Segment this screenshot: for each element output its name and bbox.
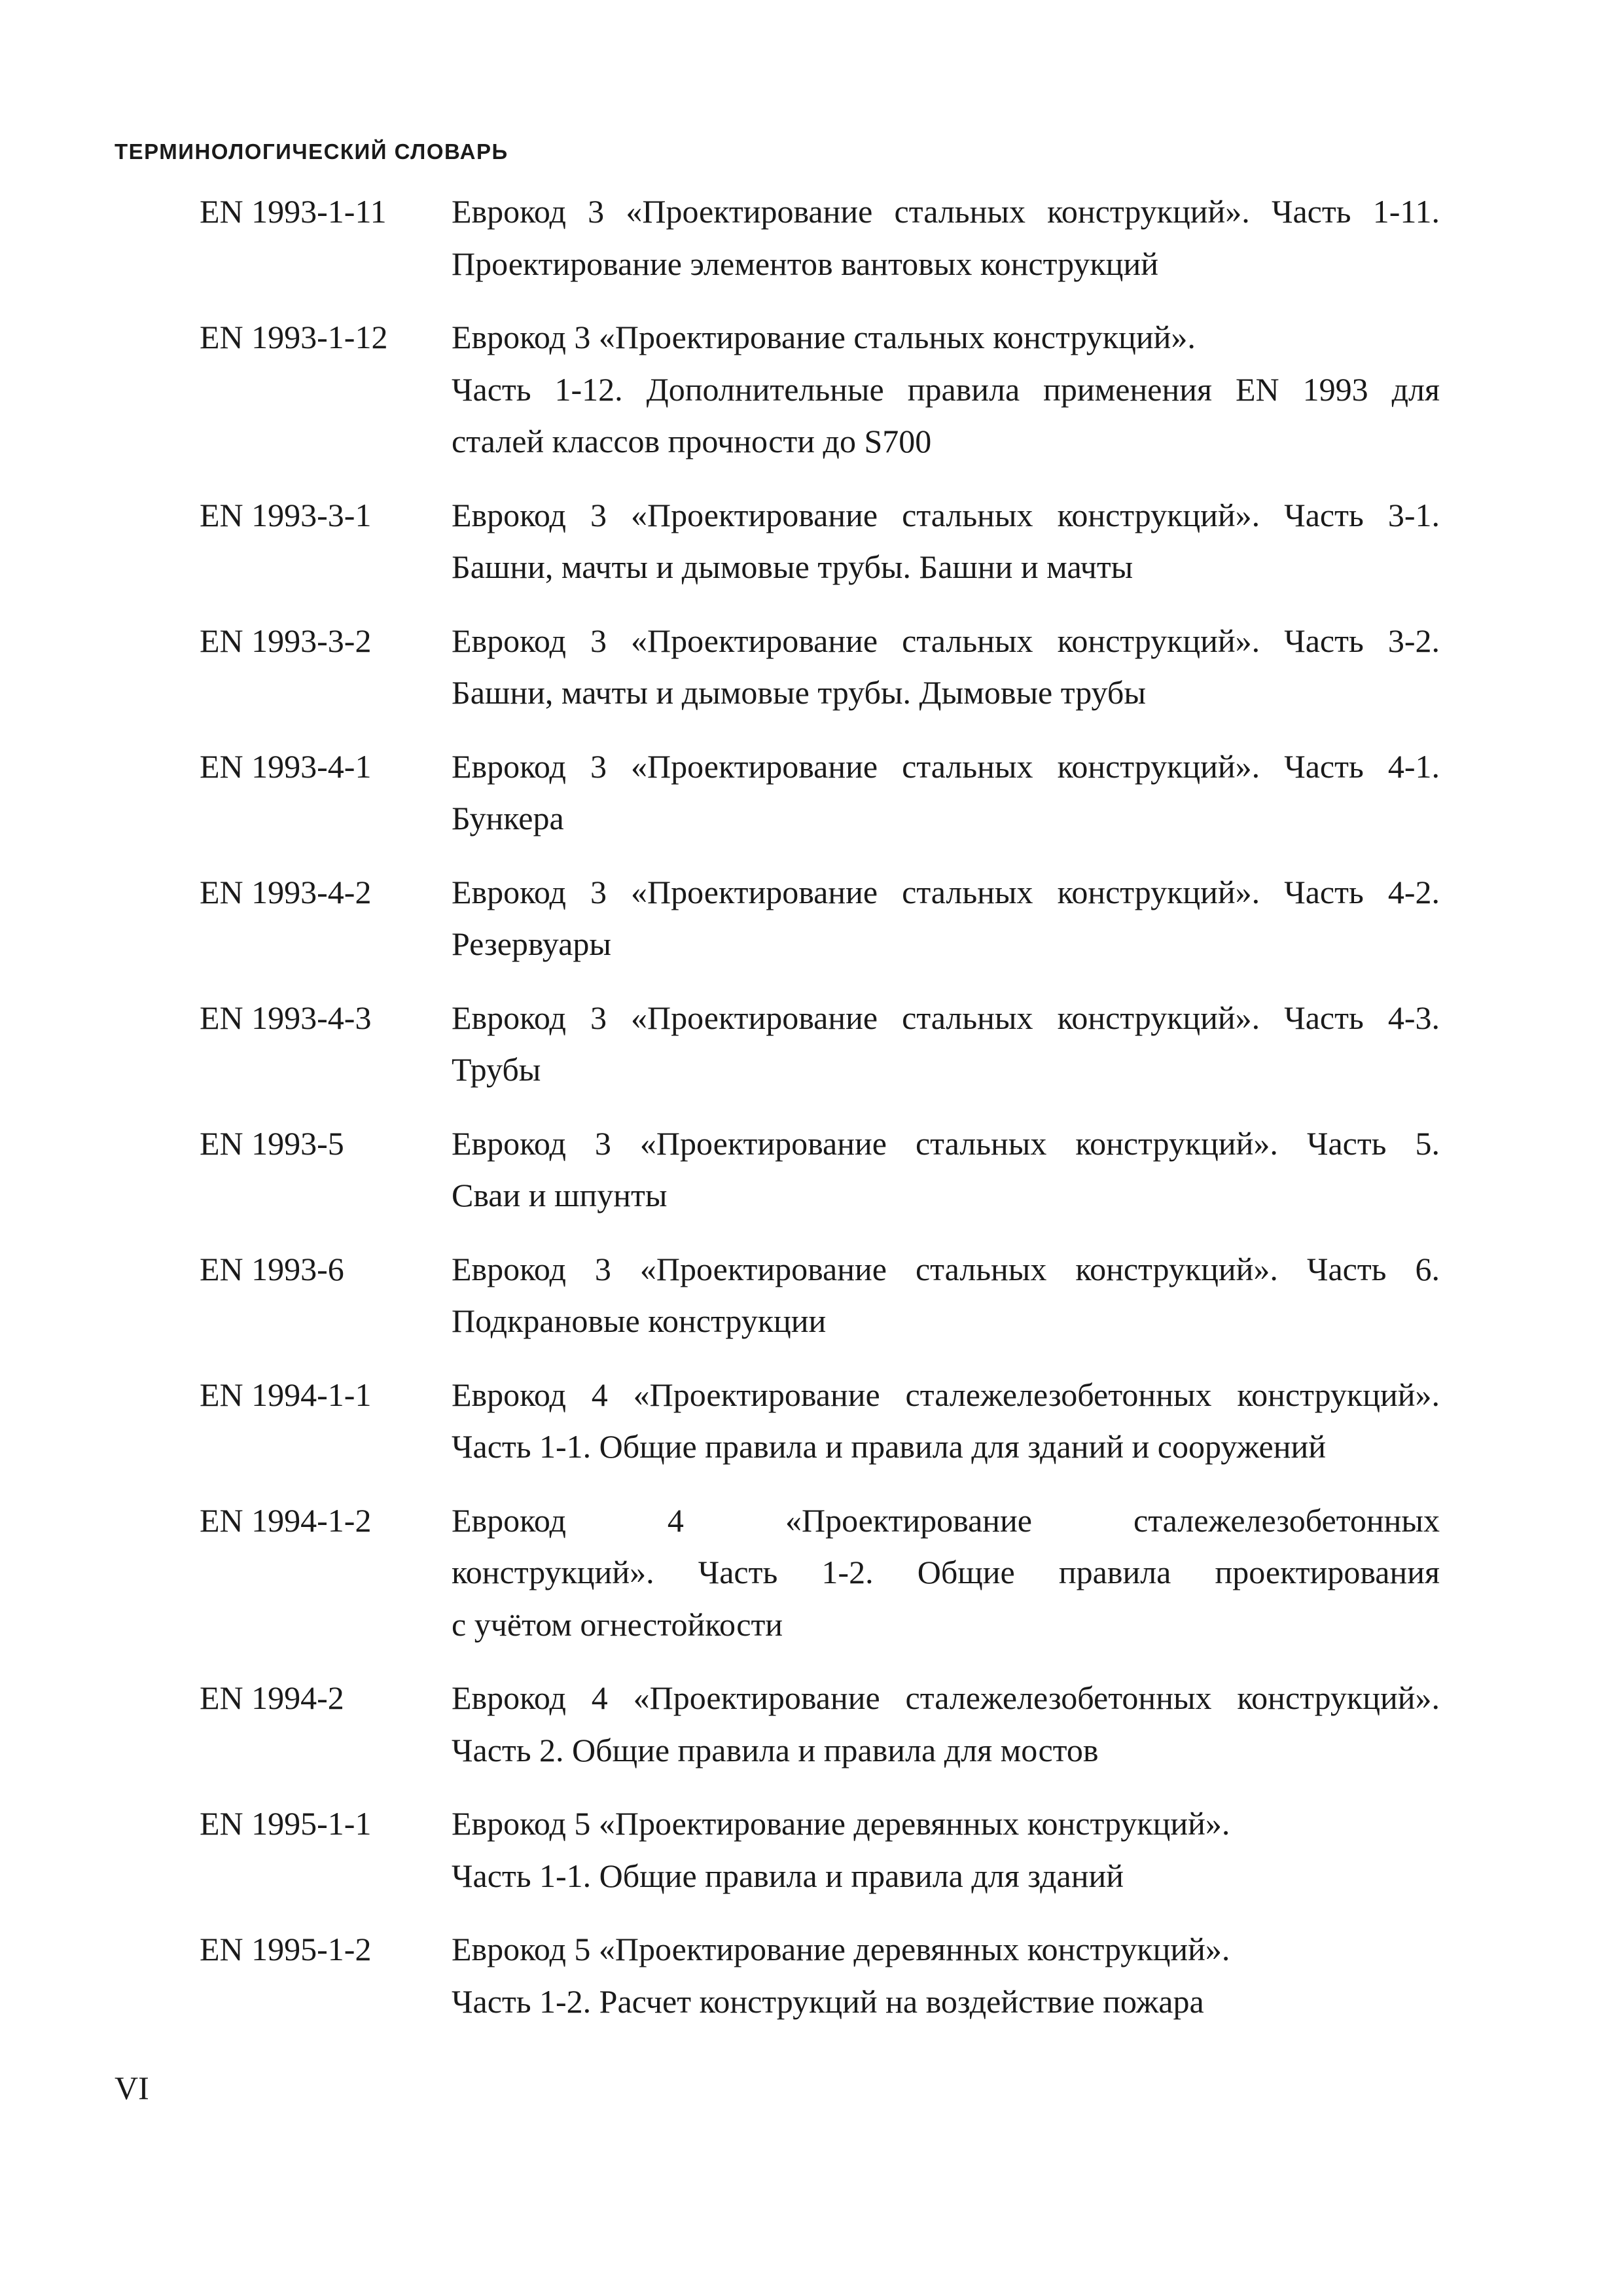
standard-code: EN 1993-1-11 (200, 193, 387, 230)
description-line: Еврокод 3 «Проектирование стальных конструкций». Часть 4-2. (452, 873, 1440, 910)
glossary-entry (200, 312, 1440, 468)
description-line: Еврокод 3 «Проектирование стальных конструкций». Часть 5. (452, 1124, 1440, 1162)
description-line: Еврокод 3 «Проектирование стальных конструкций». (452, 319, 1196, 355)
standard-code: EN 1993-5 (200, 1124, 344, 1162)
description-line: сталей классов прочности до S700 (452, 423, 932, 459)
standard-code: EN 1994-1-1 (200, 1376, 372, 1413)
description-line: Подкрановые конструкции (452, 1302, 827, 1339)
glossary-entry (200, 1244, 1440, 1348)
page-number: VI (115, 2070, 149, 2106)
glossary-entry (200, 1672, 1440, 1776)
glossary-list (200, 186, 1440, 2049)
description-line: Еврокод 5 «Проектирование деревянных конструкций». (452, 1805, 1230, 1842)
standard-code: EN 1993-6 (200, 1250, 344, 1287)
standard-code: EN 1993-3-1 (200, 496, 372, 533)
standard-description (452, 1369, 1440, 1473)
standard-description (452, 867, 1440, 971)
description-line: Часть 1-1. Общие правила и правила для зданий (452, 1857, 1124, 1894)
standard-description (452, 1798, 1440, 1902)
standard-description (452, 1495, 1440, 1651)
glossary-entry (200, 1495, 1440, 1651)
description-line: Еврокод 4 «Проектирование сталежелезобетонных (452, 1501, 1440, 1539)
standard-code: EN 1993-1-12 (200, 319, 388, 355)
glossary-entry (200, 1924, 1440, 2028)
glossary-entry (200, 490, 1440, 594)
description-line: Еврокод 3 «Проектирование стальных конструкций». Часть 3-2. (452, 622, 1440, 659)
standard-description (452, 1118, 1440, 1222)
description-line: Трубы (452, 1051, 541, 1088)
description-line: конструкций». Часть 1-2. Общие правила проектирования (452, 1554, 1440, 1590)
description-line: Еврокод 3 «Проектирование стальных конструкций». Часть 3-1. (452, 496, 1440, 533)
standard-code: EN 1995-1-2 (200, 1931, 372, 1967)
glossary-entry (200, 615, 1440, 719)
description-line: Еврокод 3 «Проектирование стальных конструкций». Часть 1-11. (452, 193, 1440, 230)
glossary-entry (200, 992, 1440, 1096)
standard-description (452, 615, 1440, 719)
glossary-entry (200, 867, 1440, 971)
glossary-entry (200, 1798, 1440, 1902)
description-line: Резервуары (452, 925, 611, 962)
standard-description (452, 741, 1440, 845)
running-header: ТЕРМИНОЛОГИЧЕСКИЙ СЛОВАРЬ (115, 139, 508, 164)
standard-description (452, 992, 1440, 1096)
description-line: Еврокод 3 «Проектирование стальных конструкций». Часть 6. (452, 1250, 1440, 1287)
standard-description (452, 186, 1440, 290)
description-line: с учётом огнестойкости (452, 1605, 783, 1643)
description-line: Сваи и шпунты (452, 1177, 668, 1213)
standard-code: EN 1993-3-2 (200, 622, 372, 659)
standard-code: EN 1995-1-1 (200, 1805, 372, 1842)
description-line: Еврокод 4 «Проектирование сталежелезобетонных конструкций». (452, 1679, 1440, 1716)
description-line: Еврокод 3 «Проектирование стальных конструкций». Часть 4-1. (452, 747, 1440, 785)
description-line: Еврокод 3 «Проектирование стальных конструкций». Часть 4-3. (452, 999, 1440, 1036)
description-line: Часть 1-1. Общие правила и правила для зданий и сооружений (452, 1428, 1326, 1465)
glossary-entry (200, 186, 1440, 290)
standard-description (452, 1924, 1440, 2028)
description-line: Еврокод 4 «Проектирование сталежелезобетонных конструкций». (452, 1376, 1440, 1413)
standard-description (452, 1244, 1440, 1348)
glossary-entry (200, 741, 1440, 845)
standard-code: EN 1993-4-1 (200, 747, 372, 785)
standard-code: EN 1993-4-3 (200, 999, 372, 1036)
standard-code: EN 1994-2 (200, 1679, 344, 1716)
description-line: Бункера (452, 800, 564, 836)
standard-code: EN 1993-4-2 (200, 873, 372, 910)
glossary-entry (200, 1369, 1440, 1473)
standard-description (452, 490, 1440, 594)
description-line: Часть 1-12. Дополнительные правила применения EN 1993 для (452, 370, 1440, 408)
description-line: Еврокод 5 «Проектирование деревянных конструкций». (452, 1931, 1230, 1967)
standard-description (452, 312, 1440, 468)
description-line: Башни, мачты и дымовые трубы. Дымовые трубы (452, 674, 1146, 711)
description-line: Часть 1-2. Расчет конструкций на воздействие пожара (452, 1982, 1204, 2020)
standard-description (452, 1672, 1440, 1776)
description-line: Проектирование элементов вантовых конструкций (452, 245, 1158, 282)
description-line: Башни, мачты и дымовые трубы. Башни и мачты (452, 548, 1133, 585)
description-line: Часть 2. Общие правила и правила для мостов (452, 1731, 1099, 1768)
standard-code: EN 1994-1-2 (200, 1501, 372, 1539)
glossary-entry (200, 1118, 1440, 1222)
